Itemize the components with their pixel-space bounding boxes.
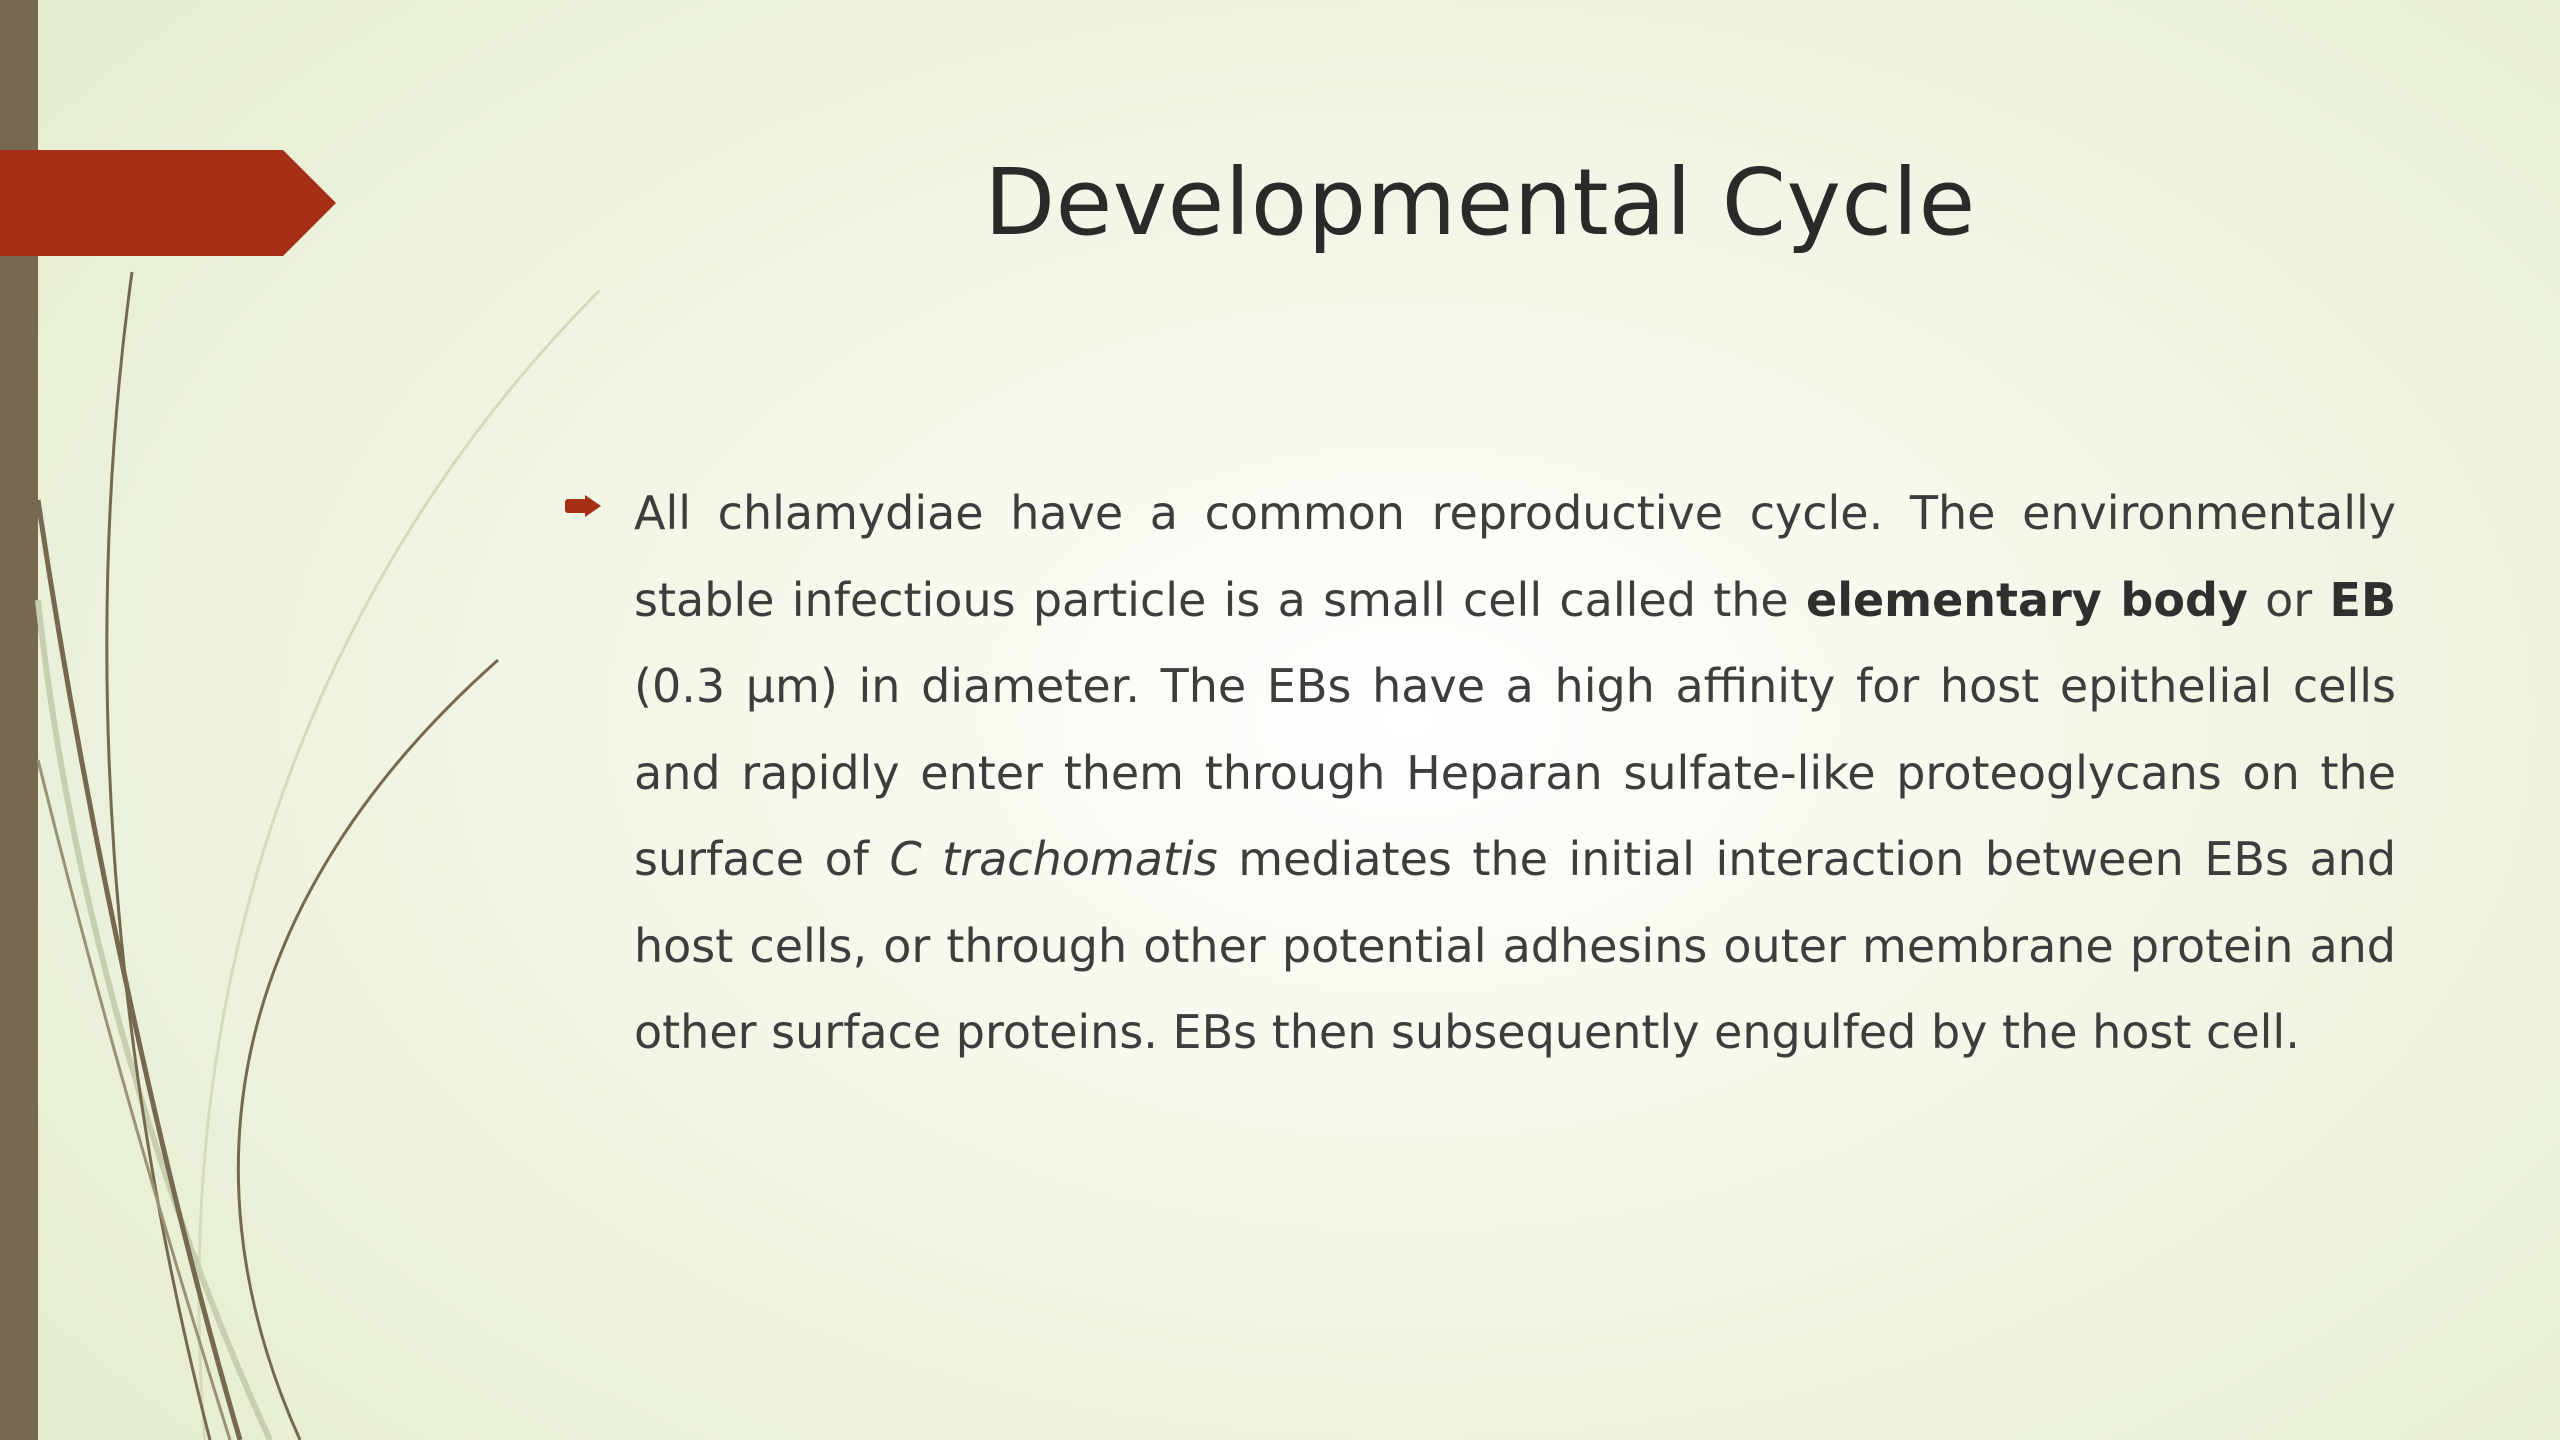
paragraph-text: or xyxy=(2247,572,2330,627)
paragraph-text: (0.3 μm) in diameter. The EBs have a high affinity for host epithelial cells and rapidly enter them through Heparan sulfate-like proteoglycans on the surface of xyxy=(634,659,2396,886)
arrow-bullet-icon xyxy=(563,493,603,519)
paragraph-text: mediates the initial interaction between EBs and host cells, or through other potential adhesins outer membrane protein and other surface proteins. EBs then subsequently engulfed by the host cell. xyxy=(634,832,2397,1059)
bold-term-eb: EB xyxy=(2329,572,2396,627)
title-tab-shape xyxy=(0,150,336,256)
bullet-paragraph xyxy=(634,470,2396,1076)
slide-title: Developmental Cycle xyxy=(984,149,1976,256)
italic-species-name: C trachomatis xyxy=(889,832,1218,886)
bold-term-elementary-body: elementary body xyxy=(1806,572,2248,627)
paragraph-text: All chlamydiae have a common reproductive cycle. The environmentally stable infectious particle is a small cell called the xyxy=(634,486,2396,627)
